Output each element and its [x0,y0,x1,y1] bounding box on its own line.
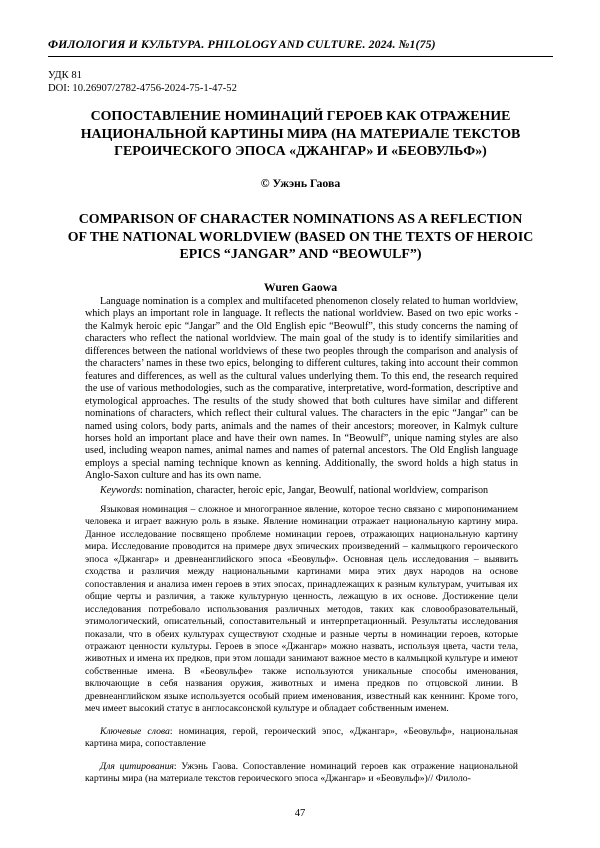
doi: DOI: 10.26907/2782-4756-2024-75-1-47-52 [48,82,237,94]
identifiers [48,70,237,95]
title-en-line: OF THE NATIONAL WORLDVIEW (BASED ON THE TEXTS OF HEROIC [67,229,534,245]
citation [85,761,518,786]
udk-code: УДК 81 [48,70,82,81]
author-russian: © Ужэнь Гаова [260,176,341,190]
running-header: ФИЛОЛОГИЯ И КУЛЬТУРА. PHILOLOGY AND CULTURE. 2024. №1(75) [48,37,436,51]
keywords-label: Ключевые слова [100,726,170,737]
title-ru-line: НАЦИОНАЛЬНОЙ КАРТИНЫ МИРА (НА МАТЕРИАЛЕ ТЕКСТОВ [80,126,521,142]
header-divider [48,56,553,57]
keywords-text: : номинация, герой, героический эпос, «Джангар», «Беовульф», национальная картина мира, сопоставление [85,726,518,750]
title-english [48,211,553,264]
citation-text: : Ужэнь Гаова. Сопоставление номинаций героев как отражение национальной картины мира (на материале текстов героического эпоса «Джангар» и «Беовульф»)// Филоло- [85,761,518,785]
title-russian [48,108,553,161]
author-english: Wuren Gaowa [263,280,338,294]
title-ru-line: СОПОСТАВЛЕНИЕ НОМИНАЦИЙ ГЕРОЕВ КАК ОТРАЖЕНИЕ [90,109,511,124]
title-en-line: EPICS “JANGAR” AND “BEOWULF”) [179,247,422,263]
keywords-text: : nomination, character, heroic epic, Jangar, Beowulf, national worldview, comparison [140,485,489,496]
abstract-english: Language nomination is a complex and multifaceted phenomenon closely related to human worldview, which plays an important role in language. It reflects the national worldview. Based on two epic works - the Kalmyk heroic epic “Jangar” and the Old English epic “Beowulf”, this study concerns the naming of characters who reflect the national worldview. The main goal of the study is to identify similarities and differences between the national worldviews of these two peoples through the comparison and analysis of the characters’ names in these two epics, belonging to different cultures, taking into account their common features and differences, as well as the cultural values underlying them. To this end, the research required the use of various methodologies, such as the comparative, interpretative, word-formation, descriptive and etymological approaches. The results of the study showed that both cultures have similar and different nominations of characters, which reflect their cultural values. The characters in the epic “Jangar” can be named using colors, body parts, animals and the names of their ancestors; moreover, in Kalmyk culture horses hold an important place and have their own names. In “Beowulf”, unique naming styles are also used, including weapon names, animal names and names of paternal ancestors. The Old English language employs a special naming technique known as kenning. Additionally, the sword holds a high status in Anglo-Saxon culture and has its own name. [85,296,518,482]
abstract-russian: Языковая номинация – сложное и многогранное явление, которое тесно связано с миропониманием человека и играет важную роль в языке. Явление номинации отражает национальную картину мира. Данное исследование посвящено проблеме номинации героев, отражающих национальную картину мира. Исследование проводится на примере двух эпических произведений – калмыцкого героического эпоса «Джангар» и древнеанглийского эпоса «Беовульф». Основная цель исследования – выявить сходства и различия между национальными картинами мира этих двух народов на основе сопоставления и анализа имен героев в этих эпосах, принадлежащих к разным культурам, учитывая их общие черты и различия, а также культурную ценность, лежащую в их основе. Достижение цели исследования потребовало использования различных методов, таких как словообразовательный, этимологический, описательный, сопоставительный и интерпретационный. Результаты исследования показали, что в обеих культурах существуют сходные и разные черты в номинации героев, которые отражают ценности культуры. Героев в эпосе «Джангар» можно назвать, используя цвета, части тела, животных и имена их предков, при этом лошади занимают важное место в калмыцкой культуре и имеют собственные имена. В «Беовульфе» также используются уникальные способы именования, включающие в себя названия оружия, животных и имена предков по отцовской линии. В древнеанглийском языке используется особый прием именования, известный как кеннинг. Кроме того, меч имеет высокий статус в англосаксонской культуре и обладает собственным именем. [85,504,518,715]
title-en-line: COMPARISON OF CHARACTER NOMINATIONS AS A REFLECTION [78,212,523,227]
citation-label: Для цитирования [100,761,174,772]
page-number: 47 [294,808,306,819]
keywords-english [85,485,518,497]
title-ru-line: ГЕРОИЧЕСКОГО ЭПОСА «ДЖАНГАР» И «БЕОВУЛЬФ») [114,144,487,160]
keywords-russian [85,726,518,751]
keywords-label: Keywords [100,485,141,496]
